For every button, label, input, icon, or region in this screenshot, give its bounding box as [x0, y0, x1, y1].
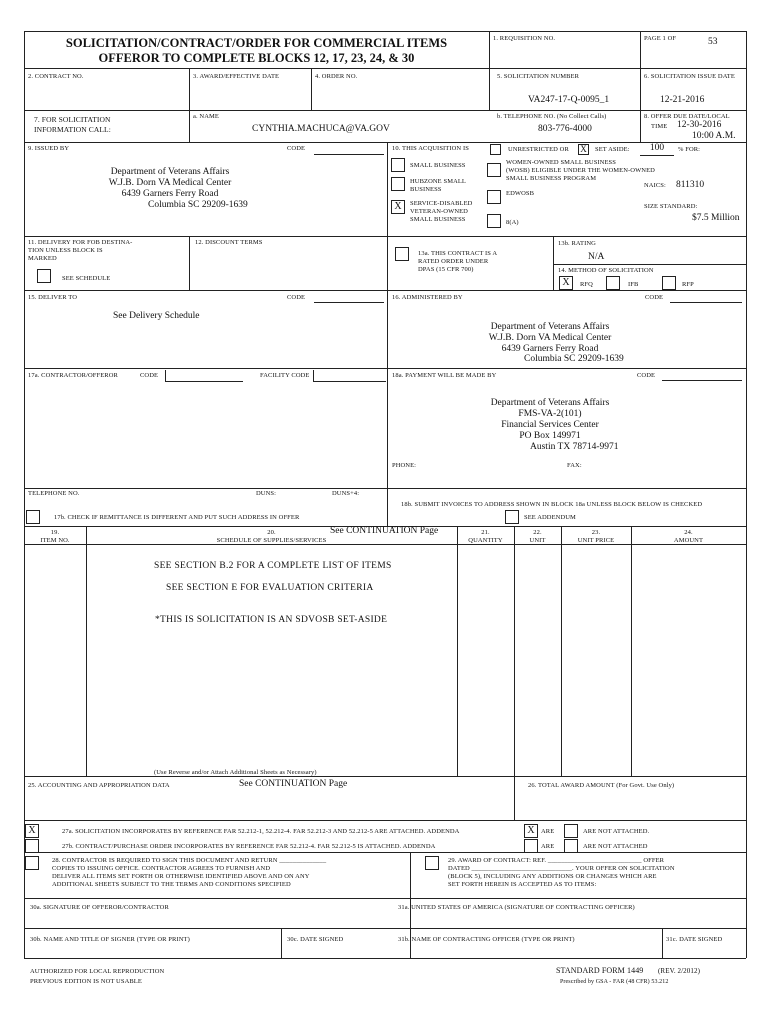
col-amount: 24. AMOUNT — [673, 529, 704, 544]
eight-a-checkbox[interactable] — [487, 214, 501, 228]
administered-by-code-label: CODE — [645, 294, 664, 301]
page-total: 53 — [708, 37, 718, 47]
remittance-label: 17b. CHECK IF REMITTANCE IS DIFFERENT AND PUT SUCH ADDRESS IN OFFER — [54, 514, 300, 521]
total-award-label: 26. TOTAL AWARD AMOUNT (For Govt. Use Only) — [528, 782, 675, 789]
info-call-label: 7. FOR SOLICITATION INFORMATION CALL: — [34, 115, 111, 134]
rated-order-label: 13a. THIS CONTRACT IS A RATED ORDER UNDER DPAS (15 CFR 700) — [418, 250, 498, 273]
date-signed-30-field[interactable] — [285, 945, 405, 956]
see-schedule-checkbox[interactable] — [37, 269, 51, 283]
small-business-label: SMALL BUSINESS — [410, 162, 466, 169]
administered-by-label: 16. ADMINISTERED BY — [392, 294, 463, 301]
eight-a-label: 8(A) — [506, 219, 519, 226]
sdvosb-checkbox[interactable]: X — [391, 200, 405, 214]
issue-date: 12-21-2016 — [660, 95, 705, 105]
duns4-label: DUNS+4: — [332, 490, 360, 497]
award-text: 29. AWARD OF CONTRACT: REF. ____________________________ OFFER DATED ______________________________. YOUR OFFER ON SOLICITATION (BLOCK 5), INCLUDING ANY ADDITIONS OR CHANGES WHICH ARE SET FORTH HEREIN IS ACCEPTED AS TO ITEMS: — [448, 857, 675, 888]
issued-by-code-line[interactable] — [314, 154, 384, 155]
duns-label: DUNS: — [256, 490, 277, 497]
payment-code-line[interactable] — [662, 380, 742, 381]
addenda-a-are-label: ARE — [541, 828, 555, 835]
page-label: PAGE 1 OF — [644, 35, 677, 42]
incorporation-b-text: 27b. CONTRACT/PURCHASE ORDER INCORPORATES BY REFERENCE FAR 52.212-4. FAR 52.212-5 IS ATTACHED. ADDENDA — [62, 843, 436, 850]
addendum-checkbox[interactable] — [505, 510, 519, 524]
rating-label: 13b. RATING — [558, 240, 596, 247]
percent-line — [640, 155, 674, 156]
accounting-label: 25. ACCOUNTING AND APPROPRIATION DATA — [28, 782, 170, 789]
administered-by-city: Columbia SC 29209-1639 — [524, 354, 624, 364]
method-label: 14. METHOD OF SOLICITATION — [558, 267, 654, 274]
issued-by-code-label: CODE — [287, 145, 306, 152]
rfq-checkbox[interactable]: X — [559, 276, 573, 290]
set-aside-label: SET ASIDE: — [595, 146, 630, 153]
wosb-checkbox[interactable] — [487, 163, 501, 177]
addendum-label: SEE ADDENDUM — [524, 514, 576, 521]
deliver-to-code-label: CODE — [287, 294, 306, 301]
payment-label: 18a. PAYMENT WILL BE MADE BY — [392, 372, 497, 379]
unrestricted-label: UNRESTRICTED OR — [508, 146, 569, 153]
contractor-label: 17a. CONTRACTOR/OFFEROR — [28, 372, 118, 379]
date-signed-31-label: 31c. DATE SIGNED — [666, 936, 723, 943]
issued-by-address: Department of Veterans Affairs W.J.B. Dorn VA Medical Center 6439 Garners Ferry Road — [108, 167, 232, 199]
contractor-code-label: CODE — [140, 372, 159, 379]
solicitation-no-label: 5. SOLICITATION NUMBER — [497, 73, 580, 80]
issued-by-city: Columbia SC 29209-1639 — [148, 200, 248, 210]
addenda-b-are-checkbox[interactable] — [524, 839, 538, 853]
addenda-a-are-not-checkbox[interactable] — [564, 824, 578, 838]
deliver-to-code-line[interactable] — [314, 302, 384, 303]
form-revision: (REV. 2/2012) — [658, 967, 701, 975]
acquisition-label: 10. THIS ACQUISITION IS — [392, 145, 469, 152]
name-label: a. NAME — [193, 113, 219, 120]
award-date-field[interactable] — [193, 84, 308, 106]
facility-code-label: FACILITY CODE — [260, 372, 310, 379]
offer-due-label: 8. OFFER DUE DATE/LOCAL — [644, 113, 730, 120]
form-subtitle: OFFEROR TO COMPLETE BLOCKS 12, 17, 23, 24, & 30 — [98, 51, 415, 65]
ifb-checkbox[interactable] — [606, 276, 620, 290]
order-no-field[interactable] — [315, 84, 485, 106]
footer-reproduction: AUTHORIZED FOR LOCAL REPRODUCTION PREVIOUS EDITION IS NOT USABLE — [30, 968, 165, 985]
form-prescribed: Prescribed by GSA - FAR (48 CFR) 53.212 — [560, 979, 669, 985]
col-supplies: SCHEDULE OF SUPPLIES/SERVICES — [216, 537, 327, 544]
see-schedule-label: SEE SCHEDULE — [62, 275, 111, 282]
contract-no-field[interactable] — [28, 84, 186, 106]
facility-code-field[interactable] — [313, 370, 386, 382]
form-number: STANDARD FORM 1449 — [556, 966, 644, 975]
officer-name-label: 31b. NAME OF CONTRACTING OFFICER (TYPE OR PRINT) — [398, 936, 575, 943]
award-date-label: 3. AWARD/EFFECTIVE DATE — [193, 73, 280, 80]
sdvosb-label: SERVICE-DISABLED VETERAN-OWNED SMALL BUSINESS — [410, 200, 473, 223]
signature-offeror-label: 30a. SIGNATURE OF OFFEROR/CONTRACTOR — [30, 904, 169, 911]
incorporation-a-checkbox[interactable]: X — [25, 824, 39, 838]
small-business-checkbox[interactable] — [391, 158, 405, 172]
addenda-b-are-not-checkbox[interactable] — [564, 839, 578, 853]
edwosb-checkbox[interactable] — [487, 190, 501, 204]
payment-code-label: CODE — [637, 372, 656, 379]
schedule-line-1: SEE SECTION B.2 FOR A COMPLETE LIST OF ITEMS — [154, 561, 392, 571]
col-supplies-num: 20. — [267, 529, 276, 536]
requisition-field[interactable] — [493, 44, 638, 66]
col-quantity: 21. QUANTITY — [468, 529, 503, 544]
naics-code: 811310 — [676, 180, 705, 190]
contractor-sign-text: 28. CONTRACTOR IS REQUIRED TO SIGN THIS DOCUMENT AND RETURN ______________ COPIES TO ISSUING OFFICE. CONTRACTOR AGREES TO FURNISH AND DELIVER ALL ITEMS SET FORTH OR OTHERWISE IDENTIFIED ABOVE AND ON ANY ADDITIONAL SHEETS SUBJECT TO THE TERMS AND CONDITIONS SPECIFIED — [52, 857, 327, 888]
signer-name-label: 30b. NAME AND TITLE OF SIGNER (TYPE OR PRINT) — [30, 936, 190, 943]
contractor-code-field[interactable] — [165, 370, 243, 382]
set-aside-percent: 100 — [649, 143, 665, 153]
remittance-checkbox[interactable] — [26, 510, 40, 524]
deliver-to-value: See Delivery Schedule — [113, 311, 200, 321]
offer-due-date: 12-30-2016 — [677, 120, 722, 130]
col-unit-price: 23. UNIT PRICE — [577, 529, 615, 544]
schedule-note: (Use Reverse and/or Attach Additional Sheets as Necessary) — [154, 769, 317, 776]
schedule-line-2: SEE SECTION E FOR EVALUATION CRITERIA — [166, 583, 374, 593]
contractor-sign-checkbox[interactable] — [25, 856, 39, 870]
delivery-fob-label: 11. DELIVERY FOR FOB DESTINA- TION UNLESS BLOCK IS MARKED — [28, 239, 133, 262]
payment-phone-label: PHONE: — [392, 462, 417, 469]
signature-usa-label: 31a. UNITED STATES OF AMERICA (SIGNATURE OF CONTRACTING OFFICER) — [398, 904, 635, 911]
issue-date-label: 6. SOLICITATION ISSUE DATE — [644, 73, 735, 80]
deliver-to-label: 15. DELIVER TO — [28, 294, 78, 301]
contact-phone: 803-776-4000 — [538, 124, 592, 134]
col-unit: 22. UNIT — [529, 529, 546, 544]
phone-label: b. TELEPHONE NO. (No Collect Calls) — [497, 113, 607, 120]
size-standard: $7.5 Million — [692, 213, 740, 223]
discount-terms-field[interactable] — [195, 250, 383, 286]
rfp-checkbox[interactable] — [662, 276, 676, 290]
hubzone-checkbox[interactable] — [391, 177, 405, 191]
signature-offeror-field[interactable] — [28, 913, 406, 926]
form-title: SOLICITATION/CONTRACT/ORDER FOR COMMERCIAL ITEMS — [65, 36, 448, 50]
incorporation-a-text: 27a. SOLICITATION INCORPORATES BY REFERENCE FAR 52.212-1, 52.212-4. FAR 52.212-3 AND 52.212-5 ARE ATTACHED. ADDENDA — [62, 828, 460, 835]
discount-terms-label: 12. DISCOUNT TERMS — [195, 239, 263, 246]
contact-name: CYNTHIA.MACHUCA@VA.GOV — [252, 124, 390, 134]
total-award-field[interactable] — [520, 792, 742, 816]
addenda-a-are-checkbox[interactable]: X — [524, 824, 538, 838]
size-standard-label: SIZE STANDARD: — [644, 203, 698, 210]
time-label: TIME — [651, 123, 668, 130]
supplies-continuation: See CONTINUATION Page — [330, 526, 439, 536]
offer-due-time: 10:00 A.M. — [692, 131, 736, 141]
payment-fax-label: FAX: — [567, 462, 582, 469]
rating-value: N/A — [588, 252, 605, 262]
invoice-label: 18b. SUBMIT INVOICES TO ADDRESS SHOWN IN BLOCK 18a UNLESS BLOCK BELOW IS CHECKED — [401, 501, 703, 508]
schedule-line-3: *THIS IS SOLICITATION IS AN SDVOSB SET-ASIDE — [155, 615, 388, 625]
edwosb-label: EDWOSB — [506, 190, 535, 197]
addenda-a-are-not-label: ARE NOT ATTACHED. — [583, 828, 650, 835]
order-no-label: 4. ORDER NO. — [315, 73, 358, 80]
date-signed-31-field[interactable] — [666, 945, 742, 956]
administered-by-code-line[interactable] — [670, 302, 742, 303]
incorporation-b-checkbox[interactable] — [25, 839, 39, 853]
contractor-telephone-label: TELEPHONE NO. — [28, 490, 80, 497]
award-checkbox[interactable] — [425, 856, 439, 870]
hubzone-label: HUBZONE SMALL BUSINESS — [410, 178, 467, 193]
naics-label: NAICS: — [644, 182, 666, 189]
accounting-value: See CONTINUATION Page — [239, 779, 348, 789]
set-aside-checkbox[interactable]: X — [578, 144, 589, 155]
solicitation-number: VA247-17-Q-0095_1 — [528, 95, 610, 105]
addenda-b-are-not-label: ARE NOT ATTACHED — [583, 843, 648, 850]
contractor-address-field[interactable] — [28, 386, 382, 482]
percent-for-label: % FOR: — [678, 146, 701, 153]
issued-by-label: 9. ISSUED BY — [28, 145, 70, 152]
rated-order-checkbox[interactable] — [395, 247, 409, 261]
wosb-label: WOMEN-OWNED SMALL BUSINESS (WOSB) ELIGIBLE UNDER THE WOMEN-OWNED SMALL BUSINESS PROGRAM — [506, 159, 655, 182]
col-item-no: 19. ITEM NO. — [40, 529, 70, 544]
ifb-label: IFB — [628, 281, 639, 288]
signature-usa-field[interactable] — [414, 913, 742, 926]
administered-by-address: Department of Veterans Affairs W.J.B. Dorn VA Medical Center 6439 Garners Ferry Road — [488, 322, 612, 354]
unrestricted-checkbox[interactable] — [490, 144, 501, 155]
contract-no-label: 2. CONTRACT NO. — [28, 73, 84, 80]
payment-city: Austin TX 78714-9971 — [530, 442, 619, 452]
rfq-label: RFQ — [580, 281, 593, 288]
officer-name-field[interactable] — [414, 945, 659, 956]
addenda-b-are-label: ARE — [541, 843, 555, 850]
date-signed-30-label: 30c. DATE SIGNED — [287, 936, 344, 943]
requisition-label: 1. REQUISITION NO. — [493, 35, 556, 42]
rfp-label: RFP — [682, 281, 694, 288]
signer-name-field[interactable] — [28, 945, 278, 956]
payment-address: Department of Veterans Affairs FMS-VA-2(101) Financial Services Center PO Box 149971 — [490, 398, 610, 441]
